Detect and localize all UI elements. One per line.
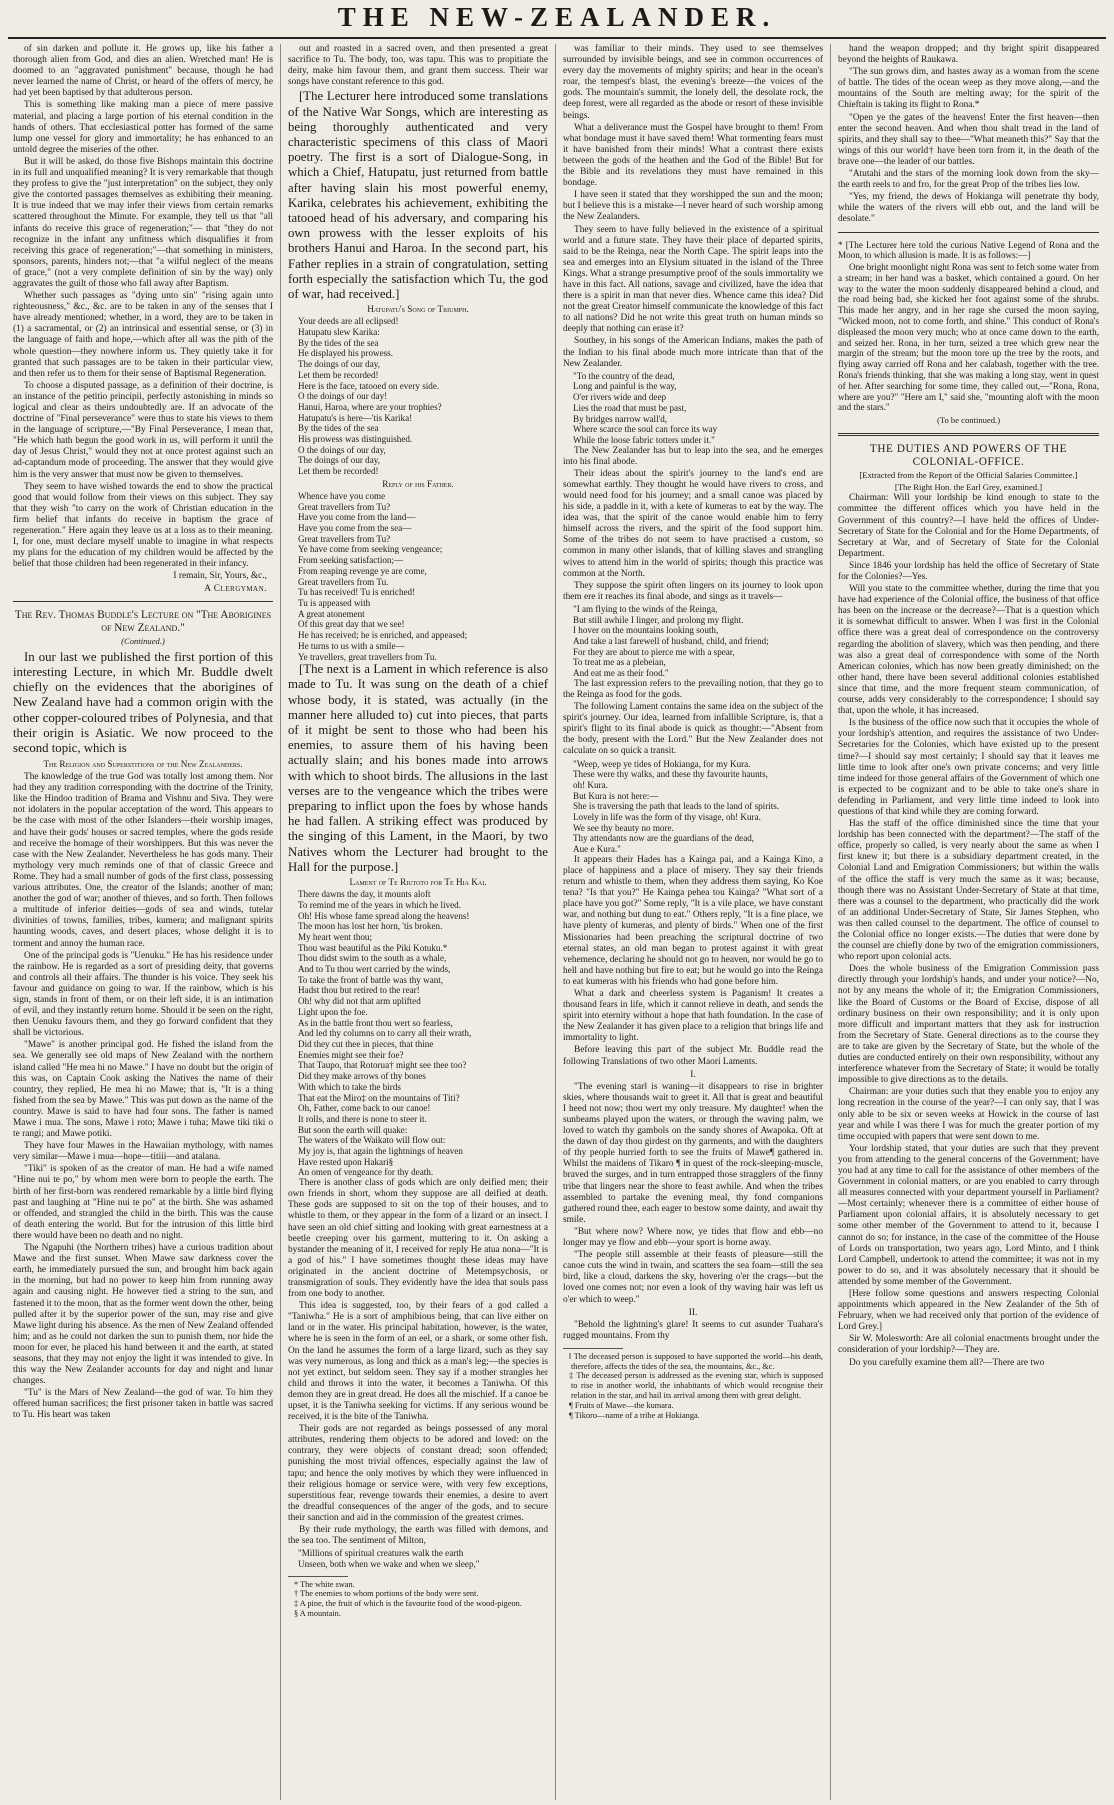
paragraph: Do you carefully examine them all?—There are two bbox=[849, 1357, 1045, 1368]
verse-line: Tu has received! Tu is enriched! bbox=[298, 587, 416, 598]
verse-line: But still awhile I linger, and prolong my flight. bbox=[573, 614, 744, 625]
col2-bottom-text bbox=[288, 1178, 548, 1547]
letter-signature: A Clergyman. bbox=[204, 583, 267, 594]
paragraph: "But where now? Where now, ye tides that flow and ebb—no longer may ye flow and ebb—your sport is borne away. bbox=[563, 1226, 823, 1249]
verse-line: Great travellers from Tu? bbox=[298, 533, 391, 544]
verse-line: And eat me as their food." bbox=[573, 668, 669, 679]
verse-line: "Weep, weep ye tides of Hokianga, for my Kura. bbox=[573, 758, 751, 769]
paragraph: "The people still assemble at their feasts of pleasure—still the canoe cuts the wind in twain, and scatters the sea foam—still the sea bird, like a cloud, darkens the sky, hovering o'er the crags—but the loved one comes not; nor even a look of thy waving hair was left us o'er which to weep." bbox=[563, 1250, 823, 1305]
verse-line: Have you come from the sea— bbox=[298, 523, 412, 534]
verse-line: Let them be recorded! bbox=[298, 466, 379, 477]
paragraph: By their rude mythology, the earth was filled with demons, and the sea too. The sentiment of Milton, bbox=[288, 1525, 548, 1547]
verse-line: My heart went thou; bbox=[298, 931, 372, 942]
verse-line: By bridges narrow wall'd, bbox=[573, 413, 668, 424]
verse-line: Did they make arrows of thy bones bbox=[298, 1071, 426, 1082]
paragraph: They suppose the spirit often lingers on its journey to look upon them ere it reaches its final abode, and sings as it travels— bbox=[563, 580, 823, 602]
lament-section-1: I. bbox=[690, 1069, 696, 1080]
paragraph: Chairman: Will your lordship be kind enough to state to the committee the different offices which you have held in the Government of this country?—I have held the offices of Under-Secretary of State for the Colonial and for the Home Departments, of Secretary at War, and of Secretary of State for the Colonial Department. bbox=[838, 493, 1099, 559]
column-4 bbox=[831, 44, 1106, 1800]
verse-line: "Millions of spiritual creatures walk the earth bbox=[298, 1548, 464, 1559]
southey-quote bbox=[563, 371, 823, 446]
verse-line: Hanui, Haroa, where are your trophies? bbox=[298, 401, 442, 412]
paragraph: Your lordship stated, that your duties are such that they prevent you from attending to the general concerns of the Government; have you had at any time to call for the assistance of other members of the Government in colonial matters, or are you enabled to carry through all measures connected with your department yourself in Parliament?—Most certainly; whenever there is a committee of either house of Parliament upon colonial affairs, it is absolutely necessary to get some other member of the Government to attend to it, because I cannot do so; for instance, in the case of the committee of the House of Lords on transportation, two years ago, Lord Minto, and I think Lord Campbell, undertook to attend the committee; it was not in my power to do so, and it was absolutely necessary that it should be attended by some member of the Government. bbox=[838, 1143, 1099, 1287]
verse-line: Ye have come from seeking vengeance; bbox=[298, 544, 443, 555]
verse-line: From seeking satisfaction;— bbox=[298, 555, 404, 566]
verse-line: Tu is appeased with bbox=[298, 597, 371, 608]
weep-song bbox=[563, 759, 823, 855]
verse-line: Enemies might see their foe? bbox=[298, 1049, 404, 1060]
verse-line: And to Tu thou wert carried by the winds, bbox=[298, 964, 451, 975]
paragraph: Will you state to the committee whether, during the time that you have had experience of the Colonial office, the business of that office has been on the increase or the decrease?—That is a question which it is somewhat difficult to answer. When I was first in the Colonial office there was a great deal of correspondence on the controversy regarding the abolition of slavery, which was then pending, and there was also a great deal of correspondence with some of the North American colonies, which has now been greatly diminished; on the other hand, there have been several additional colonies established since that time, and the more frequent steam communication, of course, adds very considerably to the correspondence; I should say that, upon the whole, it has increased. bbox=[838, 584, 1099, 717]
verse-line: O the doings of our day! bbox=[298, 391, 388, 402]
duties-source: [Extracted from the Report of the Official Salaries Committee.] bbox=[859, 470, 1078, 481]
paragraph: Their ideas about the spirit's journey to the land's end are somewhat earthly. They thought he would have rivers to cross, and would need food for his journey; and a small canoe was placed by his side, a paddle in it, with a kete of kumeras to eat by the way. The idea was, that the spirit of the canoe would enable him to ferry himself across the rivers, and the spirit of the food support him. Some of the tribes do not seem to have practised a custom, so common in many other islands, that of killing slaves and strangling wives to attend him in the world of spirits; though this practice was common at the North. bbox=[563, 468, 823, 579]
verse-line: These were thy walks, and these thy favourite haunts, bbox=[573, 769, 768, 780]
lecture-intro: In our last we published the first portion of this interesting Lecture, in which Mr. Buddle dwelt chiefly on the evidences that the aborigines of New Zealand have had a common origin with the other copper-coloured tribes of Polynesia, and that their origin is Asiatic. We now proceed to the second topic, which is bbox=[13, 649, 273, 755]
verse-line: I hover on the mountains looking south, bbox=[573, 625, 719, 636]
paragraph: Does the whole business of the Emigration Commission pass directly through your lordship's hands, and under your notice?—No, not by any means the whole of it; the Emigration Commissioners, like the Board of Customs or the Board of Excise, dispose of all ordinary business on their own responsibility; and it is only upon more difficult and important matters that they ask for instruction from the Secretary of State. General directions as to the course they are to take are given by the Secretary of State, but the whole of the duties are conducted entirely on their own responsibility, without any interference whatever from the Secretary of State; it would be totally impossible to give directions as to the details. bbox=[838, 964, 1099, 1086]
verse-line: And led thy columns on to carry all their wrath, bbox=[298, 1028, 472, 1039]
col2-top-text bbox=[288, 44, 548, 88]
song1-title: Hatupatu's Song of Triumph. bbox=[367, 304, 469, 315]
verse-line: Whence have you come bbox=[298, 490, 386, 501]
footnote: ‡ The deceased person is addressed as the evening star, which is supposed to rise in another world, the inhabitants of which would recognise their relation in the star, and hail its arrival among them with great delight. bbox=[569, 1371, 823, 1401]
verse-line: There dawns the day, it mounts aloft bbox=[298, 889, 431, 900]
war-songs-note: [The Lecturer here introduced some translations of the Native War Songs, which are interesting as being thoroughly authenticated and very characteristic specimens of this class of Maori poetry. The first is a sort of Dialogue-Song, in which a Chief, Hatupatu, just returned from battle after having slain his most powerful enemy, Karika, celebrates his achievement, exhibiting the tatooed head of his adversary, and comparing his own prowess with the lesser exploits of his brothers Hanui and Haroa. In the second part, his Father replies in a strain of congratulation, setting forth especially the satisfaction which Tu, the god of war, had received.] bbox=[288, 89, 548, 302]
verse-line: Oh! His whose fame spread along the heavens! bbox=[298, 910, 470, 921]
paragraph: They seem to have fully believed in the existence of a spiritual world and a future state. They have their place of departed spirits, said to be the Reinga, near the North Cape. The spirit leaps into the sea and emerges into an Elysium situated in the island of the Three Kings. What a strange presumptive proof of the souls immortality we have in this fact. All nations, savage and civilized, have the idea that there is a spirit in man that never dies. Whence came this idea? Did not the great Creator himself communicate the knowledge of this fact to all nations? Did he not write this great truth on human minds so deeply that nothing can erase it? bbox=[563, 224, 823, 335]
divider bbox=[13, 601, 273, 602]
col3-mid-text bbox=[563, 446, 823, 603]
spirit-song bbox=[563, 604, 823, 679]
verse-line: That Taupo, that Rotorua† might see thee too? bbox=[298, 1060, 467, 1071]
verse-line: Did they cut thee in pieces, that thine bbox=[298, 1038, 434, 1049]
column-2 bbox=[281, 44, 556, 1800]
verse-line: From reaping revenge ye are come, bbox=[298, 565, 427, 576]
verse-line: That eat the Miro‡ on the mountains of Titi? bbox=[298, 1092, 460, 1103]
verse-line: He has received; he is enriched, and appeased; bbox=[298, 630, 468, 641]
verse-line: Have you come from the land— bbox=[298, 512, 416, 523]
verse-line: We see thy beauty no more. bbox=[573, 822, 674, 833]
verse-line: Oh, Father, come back to our canoe! bbox=[298, 1103, 431, 1114]
verse-line: Unseen, both when we wake and when we sleep," bbox=[298, 1558, 480, 1569]
paragraph: "The sun grows dim, and hastes away as a woman from the scene of battle. The tides of the ocean weep as they move along,—and the mountains of the South are melting away; for the spirit of the Chieftain is taking its flight to Rona.* bbox=[838, 67, 1099, 111]
verse-line: Hadst thou but retired to the rear! bbox=[298, 985, 420, 996]
paragraph: The Ngapuhi (the Northern tribes) have a curious tradition about Mawe and the first sunset. When Mawe saw darkness cover the earth, he immediately pursued the sun, and brought him back again in the morning, but had no power to keep him from running away again and causing night. He however tied a string to the sun, and fastened it to the moon, that as the former went down the other, being pulled after it by the superior power of the sun, may rise and give Mawe light during his absence. As the men of New Zealand offended him; and as he could not darken the sun to punish them, nor hide the moon for ever, he placed his hand between it and the earth, at stated seasons, that they may not enjoy the light it was intended to give. In this way the New Zealander accounts for day and night and lunar changes. bbox=[13, 1243, 273, 1387]
footnote: † The enemies to whom portions of the body were sent. bbox=[294, 1589, 479, 1599]
verse-line: He displayed his prowess. bbox=[298, 348, 393, 359]
verse-line: Aue e Kura." bbox=[573, 844, 621, 855]
verse-line: Long and painful is the way, bbox=[573, 381, 677, 392]
paragraph: One of the principal gods is "Uenuku." He has his residence under the rainbow. He is regarded as a sort of presiding deity, that governs and controls all their affairs. The thunder is his voice. They seek his favour and guidance on going to war. If the rainbow, which is his sign, stands in front of them, or on their left side, it is an intimation of evil, and they instantly return home. Should it be seen on the right, then Uenuku favours them, and they go forward confident that they shall be victorious. bbox=[13, 950, 273, 1039]
paragraph: out and roasted in a sacred oven, and then presented a great sacrifice to Tu. The body, too, was tapu. This was to propitiate the deity, make him favour them, and grant them success. Their war songs have constant reference to this god. bbox=[288, 44, 548, 88]
col3-footnotes bbox=[563, 1352, 823, 1421]
footnote: * The white swan. bbox=[294, 1579, 355, 1589]
verse-line: By the tides of the sea bbox=[298, 337, 379, 348]
paragraph: Southey, in his songs of the American Indians, makes the path of the Indian to his final abode much more intricate than that of the New Zealander. bbox=[563, 336, 823, 369]
paragraph: What a deliverance must the Gospel have brought to them! From what bondage must it have saved them! What tormenting fears must it have banished from their minds! What a contrast there exists between the gods of the heathen and the God of the Bible! But for the Bible and its revelations they must have remained in this bondage. bbox=[563, 122, 823, 189]
verse-line: Great travellers from Tu? bbox=[298, 501, 391, 512]
verse-line: She is traversing the path that leads to the land of spirits. bbox=[573, 801, 780, 812]
verse-line: He turns to us with a smile— bbox=[298, 640, 405, 651]
song2-verse bbox=[288, 491, 548, 662]
verse-line: The doings of our day, bbox=[298, 359, 380, 370]
lament-title: Lament of Te Riutoto for Te Hia Kai. bbox=[349, 877, 487, 888]
col3-top-text bbox=[563, 44, 823, 370]
paragraph: This is something like making man a piece of mere passive material, and placing a large portion of his eternal condition in the hands of others. That ecclesiastical potter has formed of the same lump one vessel for glory and immortality; he has enhanced to an untold degree the miseries of the other. bbox=[13, 100, 273, 155]
verse-line: "I am flying to the winds of the Reinga, bbox=[573, 603, 718, 614]
verse-line: Hatupatu slew Karika: bbox=[298, 327, 380, 338]
verse-line: But Kura is not here:— bbox=[573, 790, 659, 801]
footnote: ‖ The deceased person is supposed to have supported the world—his death, therefore, affects the tides of the sea, the mountains, &c., &c. bbox=[569, 1351, 823, 1371]
verse-line: Ye travellers, great travellers from Tu. bbox=[298, 651, 437, 662]
verse-line: Light upon the foe. bbox=[298, 1006, 368, 1017]
paragraph: The New Zealander has but to leap into the sea, and he emerges into his final abode. bbox=[563, 445, 823, 467]
paragraph: The knowledge of the true God was totally lost among them. Nor had they any tradition corresponding with the doctrine of the Trinity, like the Hindoo tradition of Brama and Vishnu and Siva. They were not idolaters in the popular acceptation of the word. This appears to be the case with most of the other Islanders—their worship images, and have their gods' houses or sacred temples, where the gods reside and receive the homage of their worshippers. But this was never the case with the New Zealander. Nevertheless he has gods many. Their mythology very much reminds one of that of classic Greece and Rome. They had a small number of gods of the first class, possessing various attributes. One, the creator of the Islands; another of man; another the god of war; another of thieves, and so forth. Then follows a multitude of inferior deities—gods of sea and winds, tutelar divinities of towns, families, tribes, kumera; and malignant spirits haunting woods, caves, and desert places, whose delight it is to torment and annoy the human race. bbox=[13, 772, 273, 949]
lecture-continued: (Continued.) bbox=[121, 635, 165, 646]
verse-line: It rolls, and there is none to steer it. bbox=[298, 1113, 427, 1124]
paragraph: To choose a disputed passage, as a definition of their doctrine, is an instance of the petitio principii, perfectly astonishing in minds so logical and clear as theirs undoubtedly are. If an advocate of the doctrine of "Final perseverance" were thus to state his views to them in the language of scripture,—"By Final Perseverance, I mean that, "He which hath begun the good work in us, will perform it until the day of Jesus Christ," would they not at once protest against such an ad-captandum mode of proceeding. The answer that they would give him is the very answer that must now be given to themselves. bbox=[13, 380, 273, 480]
page-columns bbox=[6, 44, 1108, 1800]
paragraph: The following Lament contains the same idea on the subject of the spirit's journey. Our idea, learned from infallible Scripture, is, that a spirit's flight to its final abode is quick as thought:—"Absent from the body, present with the Lord." But the New Zealander does not calculate on so quick a transit. bbox=[563, 702, 823, 757]
verse-line: "To the country of the dead, bbox=[573, 370, 675, 381]
verse-line: Hatupatu's is here—'tis Karika! bbox=[298, 412, 413, 423]
paragraph: Is the business of the office now such that it occupies the whole of your lordship's attention, and requires the assistance of two Under-Secretaries for the Colonies, which have existed up to the present time?—I should say most certainly; I should say that it leaves me little time to look after one's own private concerns; and very little time indeed for those general affairs of the Government of which one is expected to be cognizant and to be able to take one's share in defending in Parliament, and very little time indeed to look into questions of that kind while they are coming forward. bbox=[838, 718, 1099, 817]
verse-line: To remind me of the years in which he lived. bbox=[298, 899, 462, 910]
verse-line: Of this great day that we see! bbox=[298, 619, 405, 630]
to-be-continued: (To be continued.) bbox=[936, 415, 1001, 426]
verse-line: A great atonement bbox=[298, 608, 365, 619]
verse-line: The moon has lost her horn, 'tis broken. bbox=[298, 921, 443, 932]
rona-legend: One bright moonlight night Rona was sent to fetch some water from a stream; in her hand was a basket, which contained a gourd. On her way to the water the moon suddenly disappeared behind a cloud, and the road being bad, she kicked her foot against some of the shrubs. This made her angry, and in her rage she cursed the moon saying, "Wicked moon, not to come forth, and shine." This conduct of Rona's displeased the moon very much; who at once came down to the earth, and seized her. Rona, in her turn, seized a tree which grew near the margin of the stream; but the moon tore up the tree by the roots, and flying away carried off Rona and her calabash, together with the tree. Rona's friends thinking, that she was making a long stay, went in quest of her. After searching for some time, they called out,—"Rona, Rona, where are you?" "Here am I," said she, "mounting aloft with the moon and the stars." bbox=[838, 262, 1099, 413]
footnote: § A mountain. bbox=[294, 1609, 341, 1619]
paragraph: The last expression refers to the prevailing notion, that they go to the Reinga as food for the gods. bbox=[563, 678, 823, 700]
verse-line: Lies the road that must be past, bbox=[573, 402, 687, 413]
verse-line: Thou wast beautiful as the Piki Kotuku.* bbox=[298, 942, 448, 953]
paragraph: But it will be asked, do those five Bishops maintain this doctrine in its full and unqualified meaning? It is very remarkable that though they profess to give the "just interpretation" on the subject, they only give the contorted passages themselves as exhibiting their meaning. It is true indeed that we may infer their views from certain remarks scattered throughout the Minute. For example, they tell us that "all infants do receive this grace of regeneration;"— that "they do not recognize in the infant any unfitness which disqualifies it from receiving this grace of regeneration;"—that something in ministers, sponsors, parents, hinders not;—that "a wilful neglect of the means of grace," (not a very complete definition of sin by the way) only aggravates the guilt of those who fall away after Baptism. bbox=[13, 156, 273, 289]
paragraph: There is another class of gods which are only deified men; their own friends in short, whom they suppose are all deified at death. These gods are supposed to sit on the top of their houses, and to whistle to them, or they appear in the form of a lizard or an insect. I have seen an old chief sitting and looking with great earnestness at a beetle creeping over his garment, muttering to it. On asking a bystander the meaning of it, I received for reply He atua nona—"It is a god of his." I have sometimes thought these ideas may have originated in the ancient doctrine of Metempsychosis, or transmigration of souls. They evidently have the idea that souls pass from one body to another. bbox=[288, 1178, 548, 1300]
lament-two-text bbox=[563, 1320, 823, 1342]
column-3 bbox=[556, 44, 831, 1800]
paragraph: [Here follow some questions and answers respecting Colonial appointments which appeared in the New Zealander of the 5th of February, when we had received only that portion of the evidence of Lord Grey.] bbox=[838, 1289, 1099, 1333]
duties-body bbox=[838, 493, 1099, 1368]
song1-verse bbox=[288, 316, 548, 477]
verse-line: Oh! why did not that arm uplifted bbox=[298, 996, 421, 1007]
footnote: ‡ A pine, the fruit of which is the favourite food of the wood-pigeon. bbox=[294, 1599, 522, 1609]
paragraph: It appears their Hades has a Kainga pai, and a Kainga Kino, a place of happiness and a place of misery. They say their friends return and whistle to them, when they address them saying, Ko Koe tena? "Is that you?" He Kainga pehea tou Kainga? "What sort of a place have you got?" Some reply, "It is a vile place, we have constant war, and nothing but dung to eat." Others reply, "It is a fine place, we have plenty of kumeras, and plenty of birds." When one of the first Missionaries had been preaching the scriptural doctrine of two eternal states, an old man began to protest against it with great vehemence, declaring he should not go to heaven, nor would he go to hell and have nothing but fire to eat; but he would go into the Reinga to eat kumeras with his friends who had gone before him. bbox=[563, 854, 823, 987]
paragraph: They have four Mawes in the Hawaiian mythology, with names very similar—Mawe i mua—hope—titiii—and atalana. bbox=[13, 1141, 273, 1163]
verse-line: Thy attendants now are the guardians of the dead, bbox=[573, 833, 755, 844]
column-1 bbox=[6, 44, 281, 1800]
paragraph: This idea is suggested, too, by their fears of a god called a "Taniwha." He is a sort of amphibious being, that can live either on land or in the water. His principal habitation, however, is the water, where he is seen in the form of an eel, or a shark, or some other fish. On the land he assumes the form of a large lizard, such as they say was very numerous, as long and thick as a man's leg;—the species is not yet extinct, but seldom seen. They say if a mother strangles her child and throws it into the water, it becomes a Taniwha. Of this demon they are in great dread. He does all the mischief. If a canoe be upset, it is the Taniwha seeking for victims. If any serious wound be received, it is the bite of the Taniwha. bbox=[288, 1301, 548, 1423]
verse-line: Here is the face, tatooed on every side. bbox=[298, 380, 440, 391]
verse-line: To treat me as a plebeian, bbox=[573, 657, 666, 668]
verse-line: My joy is, that again the lightnings of heaven bbox=[298, 1146, 463, 1157]
lament-section-2: II. bbox=[688, 1307, 698, 1318]
verse-line: Thou didst swim to the south as a whale, bbox=[298, 953, 447, 964]
footnote-rule bbox=[288, 1576, 348, 1577]
verse-line: For they are about to pierce me with a spear, bbox=[573, 646, 735, 657]
col3-bottom-text bbox=[563, 855, 823, 1068]
col4-top-text bbox=[838, 44, 1099, 226]
paragraph: I have seen it stated that they worshipped the sun and the moon; but I believe this is a mistake—I never heard of such worship among the New Zealanders. bbox=[563, 190, 823, 223]
song2-title: Reply of his Father. bbox=[382, 478, 454, 489]
masthead bbox=[0, 0, 1114, 42]
divider bbox=[838, 433, 1099, 436]
verse-line: His prowess was distinguished. bbox=[298, 434, 413, 445]
paragraph: Before leaving this part of the subject Mr. Buddle read the following Translations of two other Maori Laments. bbox=[563, 1045, 823, 1067]
verse-line: O the doings of our day, bbox=[298, 444, 386, 455]
lament-verse bbox=[288, 889, 548, 1178]
verse-line: And take a last farewell of husband, child, and friend; bbox=[573, 636, 769, 647]
verse-line: To take the front of battle was thy want, bbox=[298, 974, 444, 985]
rona-note-intro: * [The Lecturer here told the curious Native Legend of Rona and the Moon, to which allusion is made. It is as follows:—] bbox=[838, 239, 1099, 261]
lecture-title: The Rev. Thomas Buddle's Lecture on "The Aborigines of New Zealand." bbox=[14, 608, 272, 634]
col2-footnotes bbox=[288, 1580, 548, 1619]
verse-line: With which to take the birds bbox=[298, 1081, 401, 1092]
verse-line: O'er rivers wide and deep bbox=[573, 392, 667, 403]
paragraph: "Yes, my friend, the dews of Hokianga will penetrate thy body, while the waters of the rivers will ebb out, and the land will be desolate." bbox=[838, 192, 1099, 225]
paragraph: "Behold the lightning's glare! It seems to cut asunder Tuahara's rugged mountains. From thy bbox=[563, 1319, 823, 1341]
paragraph: Since 1846 your lordship has held the office of Secretary of State for the Colonies?—Yes. bbox=[838, 560, 1099, 582]
paragraph: What a dark and cheerless system is Paganism! It creates a thousand fears in life, which it cannot relieve in death, and sends the spirit into eternity without a hope that hath foundation. In the case of the New Zealander it has given place to a religion that brings life and immortality to light. bbox=[563, 988, 823, 1044]
verse-line: Where scarce the soul can force its way bbox=[573, 424, 718, 435]
paragraph: Their gods are not regarded as beings possessed of any moral attributes, rendering them objects to be adored and loved: on the contrary, they were objects of constant dread; soon offended; punishing the most trivial offences, especially against the law of tapu; and hence the only motives by which they were influenced in their religious homage or service were, with very few exceptions, superstitious fear, revenge towards their enemies, a desire to avert the dreadful consequences of the anger of the gods, and to secure their sanction and aid in the commission of the greatest crimes. bbox=[288, 1424, 548, 1523]
lecture-body bbox=[13, 772, 273, 1421]
verse-line: The doings of our day, bbox=[298, 455, 380, 466]
paragraph: "Tiki" is spoken of as the creator of man. He had a wife named "Hine nui te po," by whom men were born to people the earth. The birth of her first-born was rendered remarkable by a little bird flying past and laughing at "Hine nui te po" at the birth. She was ashamed or offended, and strangled the child in the birth. This was the cause of death entering the world. But for the intrusion of this little bird there would have been no death and no night. bbox=[13, 1164, 273, 1241]
footnote: ¶ Fruits of Mawe—the kumara. bbox=[569, 1400, 674, 1410]
paragraph: Has the staff of the office diminished since the time that your lordship has been connected with the department?—The staff of the office, properly so called, is very nearly about the same as when I first knew it; but there is a subsidiary department created, in the Colonial Land and Emigration Commissioners; but within the walls of the office the staff is very much the same as it was; because, though there was no Assistant Under-Secretary of State at that time, there was a counsel to the department, who practically did the work of an additional Under-Secretary of State, Sir James Stephen, who was then called counsel to the department. The office of counsel to the Colonial office no longer exists.—The duties that were done by the counsel are chiefly done by two of the emigration commissioners, who report upon colonial acts. bbox=[838, 819, 1099, 963]
divider bbox=[838, 232, 1099, 233]
paragraph: Whether such passages as "dying unto sin" "rising again unto righteousness," &c., &c. are to be taken in any of the senses that I have already mentioned; whether, in a word, they are to be taken in (1) a sacramental, or (2) an intrinsical and essential sense, or (3) in the language of faith and hope,—which after all was the pith of the whole question—they nowhere inform us. They quietly take it for granted that such passages are to be taken in their particular view, and then refer us to them for their sense of Baptismal Regeneration. bbox=[13, 291, 273, 379]
col3-mid2-text bbox=[563, 679, 823, 758]
masthead-rule bbox=[8, 37, 1106, 39]
footnote: ¶ Tikoro—name of a tribe at Hokianga. bbox=[569, 1410, 700, 1420]
milton-quote bbox=[288, 1548, 548, 1569]
verse-line: Have rested upon Hakari§ bbox=[298, 1156, 394, 1167]
paragraph: "Atutahi and the stars of the morning look down from the sky—the earth reels to and fro, for the great Prop of the tribes lies low. bbox=[838, 169, 1099, 191]
verse-line: Great travellers from Tu. bbox=[298, 576, 389, 587]
paragraph: of sin darken and pollute it. He grows up, like his father a thorough alien from God, and dies an alien. Wretched man! He is doomed to an "aggravated punishment" because, though he had never learned the name of Christ, or heard of the offers of mercy, he had yet been baptised by that adulterous person. bbox=[13, 44, 273, 99]
lament-one-text bbox=[563, 1082, 823, 1306]
paragraph: They seem to have wished towards the end to show the practical good that would follow from their views on this subject. They say that they wish "to carry on the work of Christian education in the firm belief that infants do receive in baptism the grace of regeneration." Here again they leave us at a loss as to their meaning. I, for one, must declare myself unable to imagine in what respects my plans for the education of my children would be affected by the belief that those children had been regenerated in their infancy. bbox=[13, 481, 273, 570]
verse-line: As in the battle front thou wert so fearless, bbox=[298, 1017, 453, 1028]
paragraph: "Mawe" is another principal god. He fished the island from the sea. We generally see old maps of New Zealand with the northern island called "He mea hi no Mawe." I have no doubt but the origin of this was, on Captain Cook asking the Natives the name of their country, they replied, He mea hi no Mawe; that is, "It is a thing fished from the sea by Mawe." This was put down as the name of the country. Mawe is said to have had four sons. The father is named Mawe i mua. The sons, Mawe i roto; Mawe i tuha; Mawe tiki tiki o te rangi; and Mawe potiki. bbox=[13, 1040, 273, 1140]
verse-line: The waters of the Waikato will flow out: bbox=[298, 1135, 446, 1146]
verse-line: Let them be recorded! bbox=[298, 369, 379, 380]
paragraph: "Open ye the gates of the heavens! Enter the first heaven—then enter the second heaven. And when thou shalt tread in the land of spirits, and they shall say to thee—"What meaneth this?" Say that the wings of this our world† have been torn from it, in the death of the brave one—the leader of our battles. bbox=[838, 112, 1099, 167]
lament-note: [The next is a Lament in which reference is also made to Tu. It was sung on the death of a chief whose body, it is stated, was actually (in the manner here alluded to) cut into pieces, that parts of it might be sent to those who had been his enemies, to assure them of his having been actually slain; and his bones made into arrows with which to shoot birds. The allusions in the last verses are to the vengeance which the tribes were preparing to inflict upon the foes by whose hands he had fallen. A striking effect was produced by the singing of this Lament, in the Maori, by two Natives whom the Lecturer had brought to the Hall for the purpose.] bbox=[288, 662, 548, 874]
lecture-section-heading: The Religion and Superstitions of the New Zealanders. bbox=[43, 759, 243, 770]
verse-line: While the loose fabric totters under it." bbox=[573, 434, 715, 445]
duties-title: THE DUTIES AND POWERS OF THE COLONIAL-OFFICE. bbox=[869, 443, 1068, 469]
newspaper-title: THE NEW-ZEALANDER. bbox=[337, 2, 777, 32]
duties-examined: [The Right Hon. the Earl Grey, examined.] bbox=[894, 481, 1043, 492]
paragraph: was familiar to their minds. They used to see themselves surrounded by invisible beings, and see in common occurrences of every day the movements of mighty spirits; and hear in the ocean's roar, the tempest's blast, the evening's breeze—the voices of the gods. The mountain's summit, the lonely dell, the desolate rock, the deep forest, were all regarded as the abode or resort of these invisible beings. bbox=[563, 44, 823, 121]
footnote-rule bbox=[563, 1348, 623, 1349]
verse-line: An omen of vengeance for thy death. bbox=[298, 1167, 434, 1178]
paragraph: "Tu" is the Mars of New Zealand—the god of war. To him they offered human sacrifices; the first prisoner taken in battle was sacred to Tu. His heart was taken bbox=[13, 1388, 273, 1421]
verse-line: But soon the earth will quake: bbox=[298, 1124, 408, 1135]
letter-body bbox=[13, 44, 273, 570]
verse-line: Lovely in life was the form of thy visage, oh! Kura. bbox=[573, 812, 761, 823]
paragraph: Sir W. Molesworth: Are all colonial enactments brought under the consideration of your lordship?—They are. bbox=[838, 1334, 1099, 1356]
verse-line: By the tides of the sea bbox=[298, 423, 379, 434]
paragraph: hand the weapon dropped; and thy bright spirit disappeared beyond the heights of Raukawa. bbox=[838, 44, 1099, 66]
paragraph: "The evening star‖ is waning—it disappears to rise in brighter skies, where thousands wait to greet it. All that is great and beautiful I heed not now; thou wert my only treasure. My daughter! when the sunbeams played upon the waters, or through the waving palm, we loved to watch thy gambols on the sandy shores of Awapoka. Oft at the dawn of day thou girdest on thy garments, and with the daughters of thy people hurried forth to see the fruits of Mawe¶ gathered in. Whilst the maidens of Tikaro ¶ in quest of the rock-sleeping-muscle, braved the surges, and in turn entrapped those stragglers of the finny tribe that lingers near the shore to feast awhile. And when the tribes assembled to partake the evening meal, thy fond companions gathered round thee, each eager to bestow some dainty, and await thy smile. bbox=[563, 1081, 823, 1225]
verse-line: Your deeds are all eclipsed! bbox=[298, 316, 399, 327]
letter-closing: I remain, Sir, Yours, &c., bbox=[173, 571, 267, 582]
verse-line: oh! Kura. bbox=[573, 779, 608, 790]
paragraph: Chairman: are your duties such that they enable you to enjoy any long recreation in the course of the year?—I can only say, that I was only able to be six or seven weeks at Howick in the course of last year and while I was there I was for much the greater portion of my time occupied with papers that were sent down to me. bbox=[838, 1087, 1099, 1142]
